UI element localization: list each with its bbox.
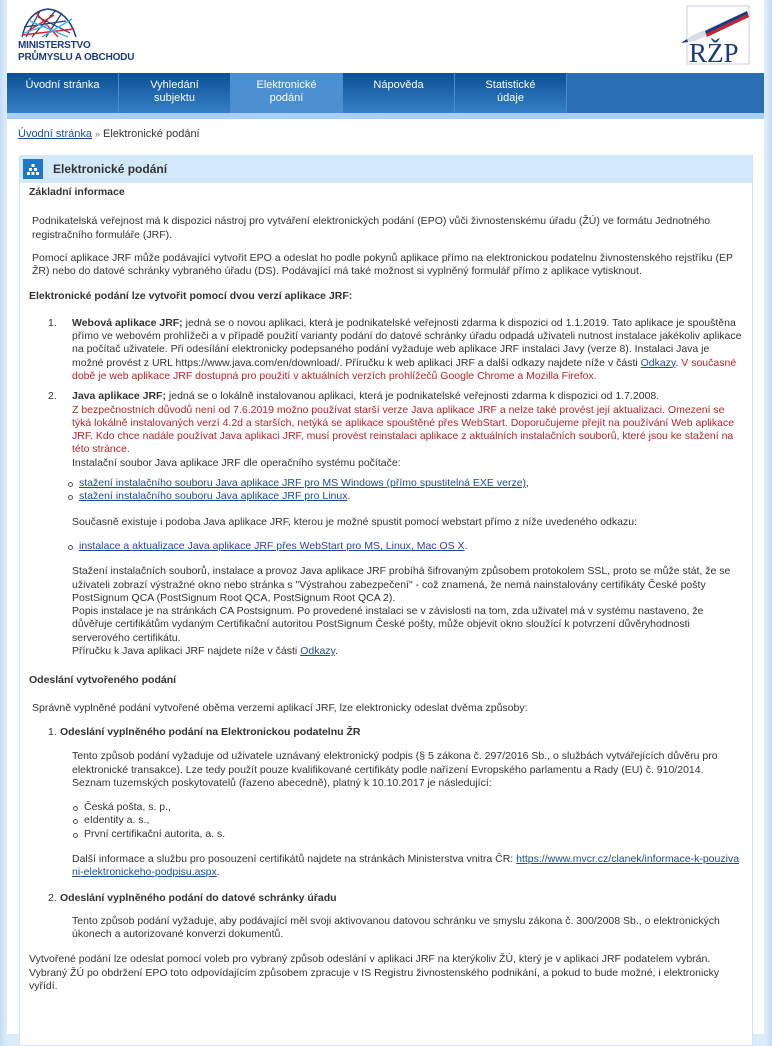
panel-content: [20, 186, 752, 993]
download-item: stažení instalačního souboru Java aplikace JRF pro MS Windows (přímo spustitelná EXE verze),: [79, 477, 742, 490]
installer-intro: Instalační soubor Java aplikace JRF dle operačního systému počítače:: [72, 456, 401, 469]
provider-list: [60, 801, 742, 841]
odkazy-link-web[interactable]: Odkazy: [640, 356, 676, 369]
webstart-item: instalace a aktualizace Java aplikace JRF přes WebStart pro MS, Linux, Mac OS X.: [79, 540, 742, 553]
sending-option-ep-text: Tento způsob podání vyžaduje od uživatele uznávaný elektronický podpis (§ 5 zákona č. 297/2016 Sb., o službách vytvářejících důvěru pro elektronické transakce). Lze tedy použít pouze kvalifikované certifikáty podle nařízení Evropského parlamentu a Rady (EU) č. 910/2014. Seznam tuzemských poskytovatelů (řazeno abecedně), platný k 10.10.2017 je následující:: [72, 750, 718, 789]
rzp-logo[interactable]: [679, 5, 751, 65]
webstart-intro: Současně existuje i podoba Java aplikace JRF, kterou je možné spustit pomocí webstart přímo z níže uvedeného odkazu:: [72, 515, 637, 528]
provider-item: Česká pošta, s. p.,: [84, 801, 742, 814]
sending-options: [29, 726, 742, 942]
java-manual-info: Příručku k Java aplikaci JRF najdete níže v části Odkazy.: [72, 645, 338, 658]
panel-header: [20, 155, 752, 183]
web-app-warning: V současné době je web aplikace JRF dostupná pro použití v aktuálních verzích prohlížečů Google Chrome a Mozilla Firefox.: [72, 356, 737, 382]
sending-heading: Odeslání vytvořeného podání: [29, 674, 177, 687]
sending-option-ep-title: Odeslání vyplněného podání na Elektronickou podatelnu ŽR: [60, 725, 361, 738]
nav-sub-strip: [7, 113, 764, 119]
svg-text:RŽP: RŽP: [689, 38, 739, 65]
sending-option-ds-text: Tento způsob podání vyžaduje, aby podávající měl svoji aktivovanou datovou schránku ve smyslu zákona č. 300/2008 Sb., o elektronických úkonech a autorizované konverzi dokumentů.: [72, 914, 720, 941]
sending-option-ds-title: Odeslání vyplněného podání do datové schránky úřadu: [60, 891, 337, 904]
webstart-list: [29, 540, 742, 553]
nav-tab-statistics[interactable]: Statistické údaje: [455, 73, 567, 113]
sending-option-ep: 1. Odeslání vyplněného podání na Elektronickou podatelnu ŽR Tento způsob podání vyžaduje od uživatele uznávaný elektronický podpis (§ 5 zákona č. 297/2016 Sb., o službách vytvářejících důvěru pro elektronické transakce). Lze tedy použít pouze kvalifikované certifikáty podle nařízení Evropského parlamentu a Rady (EU) č. 910/2014. Seznam tuzemských poskytovatelů (řazeno abecedně), platný k 10.10.2017 je následující: Česká pošta, s. p., eIdentity a. s., První certifikační autorita, a. s. Další informace a službu pro posouzení certifikátů najdete na stránkách Ministerstva vnitra ČR: https://www.mvcr.cz/clanek/informace-k-pouzivani-elektronickeho-podpisu.aspx.: [29, 726, 742, 880]
sending-closing: Vytvořené podání lze odeslat pomocí voleb pro vybraný způsob odeslání v aplikaci JRF na kterýkoliv ŽÚ, který je v aplikaci JRF podatelem vybrán. Vybraný ŽÚ po obdržení EPO toto odpovídajícím způsobem zpracuje v IS Registru živnostenského podnikání, a pokud to bude možné, i elektronicky vyřídí.: [29, 953, 720, 993]
sending-intro: Správně vyplněné podání vytvořené oběma verzemi aplikací JRF, lze elektronicky odeslat dvěma způsoby:: [32, 701, 528, 714]
ssl-info: Stažení instalačních souborů, instalace a provoz Java aplikace JRF probíhá šifrovaným způsobem protokolem SSL, proto se může stát, že se uživateli zobrazí výstražné okno nebo stránka s "Výstrahou zabezpečení" - což znamená, že nemá nainstalovány certifikáty České pošty PostSignum QCA (PostSignum Root QCA, PostSignum Root QCA 2).: [72, 565, 731, 604]
java-app-title: Java aplikace JRF;: [72, 390, 166, 403]
ministry-logo[interactable]: [18, 7, 143, 65]
java-app-warning: Z bezpečnostních důvodů není od 7.6.2019 možno používat starší verze Java aplikace JRF a nelze také provést její aktualizaci. Omezení se týká lokálně instalovaných verzí 4.2d a starších, netýká se aplikace spouštěné přes WebStart. Doporučujeme přejít na používání Web aplikace JRF. Kdo chce nadále používat Java aplikaci JRF, musí provést reinstalaci aplikace z aktuálních instalačních souborů, které jsou ke stažení na této stránce.: [72, 403, 735, 456]
basic-info-heading: Základní informace: [29, 186, 125, 198]
content-panel: [19, 155, 753, 1046]
ministry-globe-icon: [18, 7, 78, 39]
page: [7, 0, 764, 1034]
breadcrumb: [18, 128, 200, 140]
download-linux-link[interactable]: stažení instalačního souboru Java aplikace JRF pro Linux: [79, 490, 348, 503]
panel-title: Elektronické podání: [53, 162, 168, 176]
odkazy-link-java[interactable]: Odkazy: [300, 645, 336, 658]
nav-tab-electronic-filing[interactable]: Elektronické podání: [231, 73, 343, 113]
provider-item: První certifikační autorita, a. s.: [84, 828, 742, 841]
download-item: stažení instalačního souboru Java aplikace JRF pro Linux.: [79, 490, 742, 503]
sending-option-ds: 2. Odeslání vyplněného podání do datové schránky úřadu Tento způsob podání vyžaduje, aby podávající měl svoji aktivovanou datovou schránku ve smyslu zákona č. 300/2008 Sb., o elektronických úkonech a autorizované konverzi dokumentů.: [29, 892, 742, 942]
sitemap-icon: [23, 159, 43, 179]
nav-tab-search-subject[interactable]: Vyhledání subjektu: [119, 73, 231, 113]
versions-heading: Elektronické podání lze vytvořit pomocí dvou verzí aplikace JRF:: [29, 290, 353, 303]
nav-tab-help[interactable]: Nápověda: [343, 73, 455, 113]
rzp-pencil-logo-icon: [679, 5, 751, 65]
mvcr-info: Další informace a službu pro posouzení certifikátů najdete na stránkách Ministerstva vnitra ČR: https://www.mvcr.cz/clanek/informace-k-pouzivani-elektronickeho-podpisu.aspx.: [72, 852, 740, 879]
basic-info-para-1: Podnikatelská veřejnost má k dispozici nástroj pro vytváření elektronických podání (EPO) vůči živnostenskému úřadu (ŽÚ) ve formátu Jednotného registračního formuláře (JRF).: [32, 215, 711, 241]
webstart-link[interactable]: instalace a aktualizace Java aplikace JRF přes WebStart pro MS, Linux, Mac OS X: [79, 539, 465, 552]
ministry-name: MINISTERSTVO PRŮMYSLU A OBCHODU: [18, 40, 135, 63]
breadcrumb-current: Elektronické podání: [103, 128, 200, 140]
breadcrumb-home-link[interactable]: Úvodní stránka: [18, 128, 92, 140]
provider-item: eIdentity a. s.,: [84, 814, 742, 827]
download-windows-link[interactable]: stažení instalačního souboru Java aplikace JRF pro MS Windows (přímo spustitelná EXE verze): [79, 477, 527, 490]
download-list: [29, 477, 742, 504]
nav-filler: [567, 73, 764, 113]
install-info: Popis instalace je na stránkách CA Postsignum. Po provedené instalaci se v závislosti na tom, zda uživatel má v systému nastaveno, že důvěřuje certifikátům vydaným Certifikační autoritou PostSignum České pošty, může objevit okno sloužící k potvrzení důvěryhodnosti serverového certifikátu.: [72, 605, 704, 644]
version-item-web: 1. Webová aplikace JRF; jedná se o novou aplikaci, která je podnikatelské veřejnosti zdarma k dispozici od 1.1.2019. Tato aplikace je spouštěna přímo ve webovém prohlížeči a v případě použití varianty podání do datové schránky úřadu odpadá uživateli nutnost instalace jakékoliv aplikace na počítač uživatele. Při odesílání elektronicky podepsaného podání vyžaduje web aplikace JRF instalaci Javy (verze 8). Instalaci Java je možné provést z URL https://www.java.com/en/download/. Příručku k web aplikaci JRF a další odkazy najdete níže v části Odkazy. V současné době je web aplikace JRF dostupná pro použití v aktuálních verzích prohlížečů Google Chrome a Mozilla Firefox.: [48, 316, 742, 382]
main-nav: [7, 73, 764, 113]
basic-info-para-2: Pomocí aplikace JRF může podávající vytvořit EPO a odeslat ho podle pokynů aplikace přímo na elektronickou podatelnu živnostenského rejstříku (EP ŽR) nebo do datové schránky vybraného úřadu (DS). Podávající má také možnost si vyplněný formulář přímo z aplikace vytisknout.: [32, 251, 733, 278]
breadcrumb-separator: »: [94, 129, 100, 139]
nav-tab-home[interactable]: Úvodní stránka: [7, 73, 119, 113]
versions-list: [29, 317, 742, 470]
mvcr-link[interactable]: https://www.mvcr.cz/clanek/informace-k-pouzivani-elektronickeho-podpisu.aspx: [72, 852, 740, 879]
site-header: [7, 0, 764, 72]
version-item-java: 2. Java aplikace JRF; jedná se o lokálně instalovanou aplikaci, která je podnikatelské veřejnosti zdarma k dispozici od 1.7.2008. Z bezpečnostních důvodů není od 7.6.2019 možno používat starší verze Java aplikace JRF a nelze také provést její aktualizaci. Omezení se týká lokálně instalovaných verzí 4.2d a starších, netýká se aplikace spouštěné přes WebStart. Doporučujeme přejít na používání Web aplikace JRF. Kdo chce nadále používat Java aplikaci JRF, musí provést reinstalaci aplikace z aktuálních instalačních souborů, které jsou ke stažení na této stránce. Instalační soubor Java aplikace JRF dle operačního systému počítače:: [29, 390, 742, 470]
web-app-title: Webová aplikace JRF;: [72, 316, 183, 329]
